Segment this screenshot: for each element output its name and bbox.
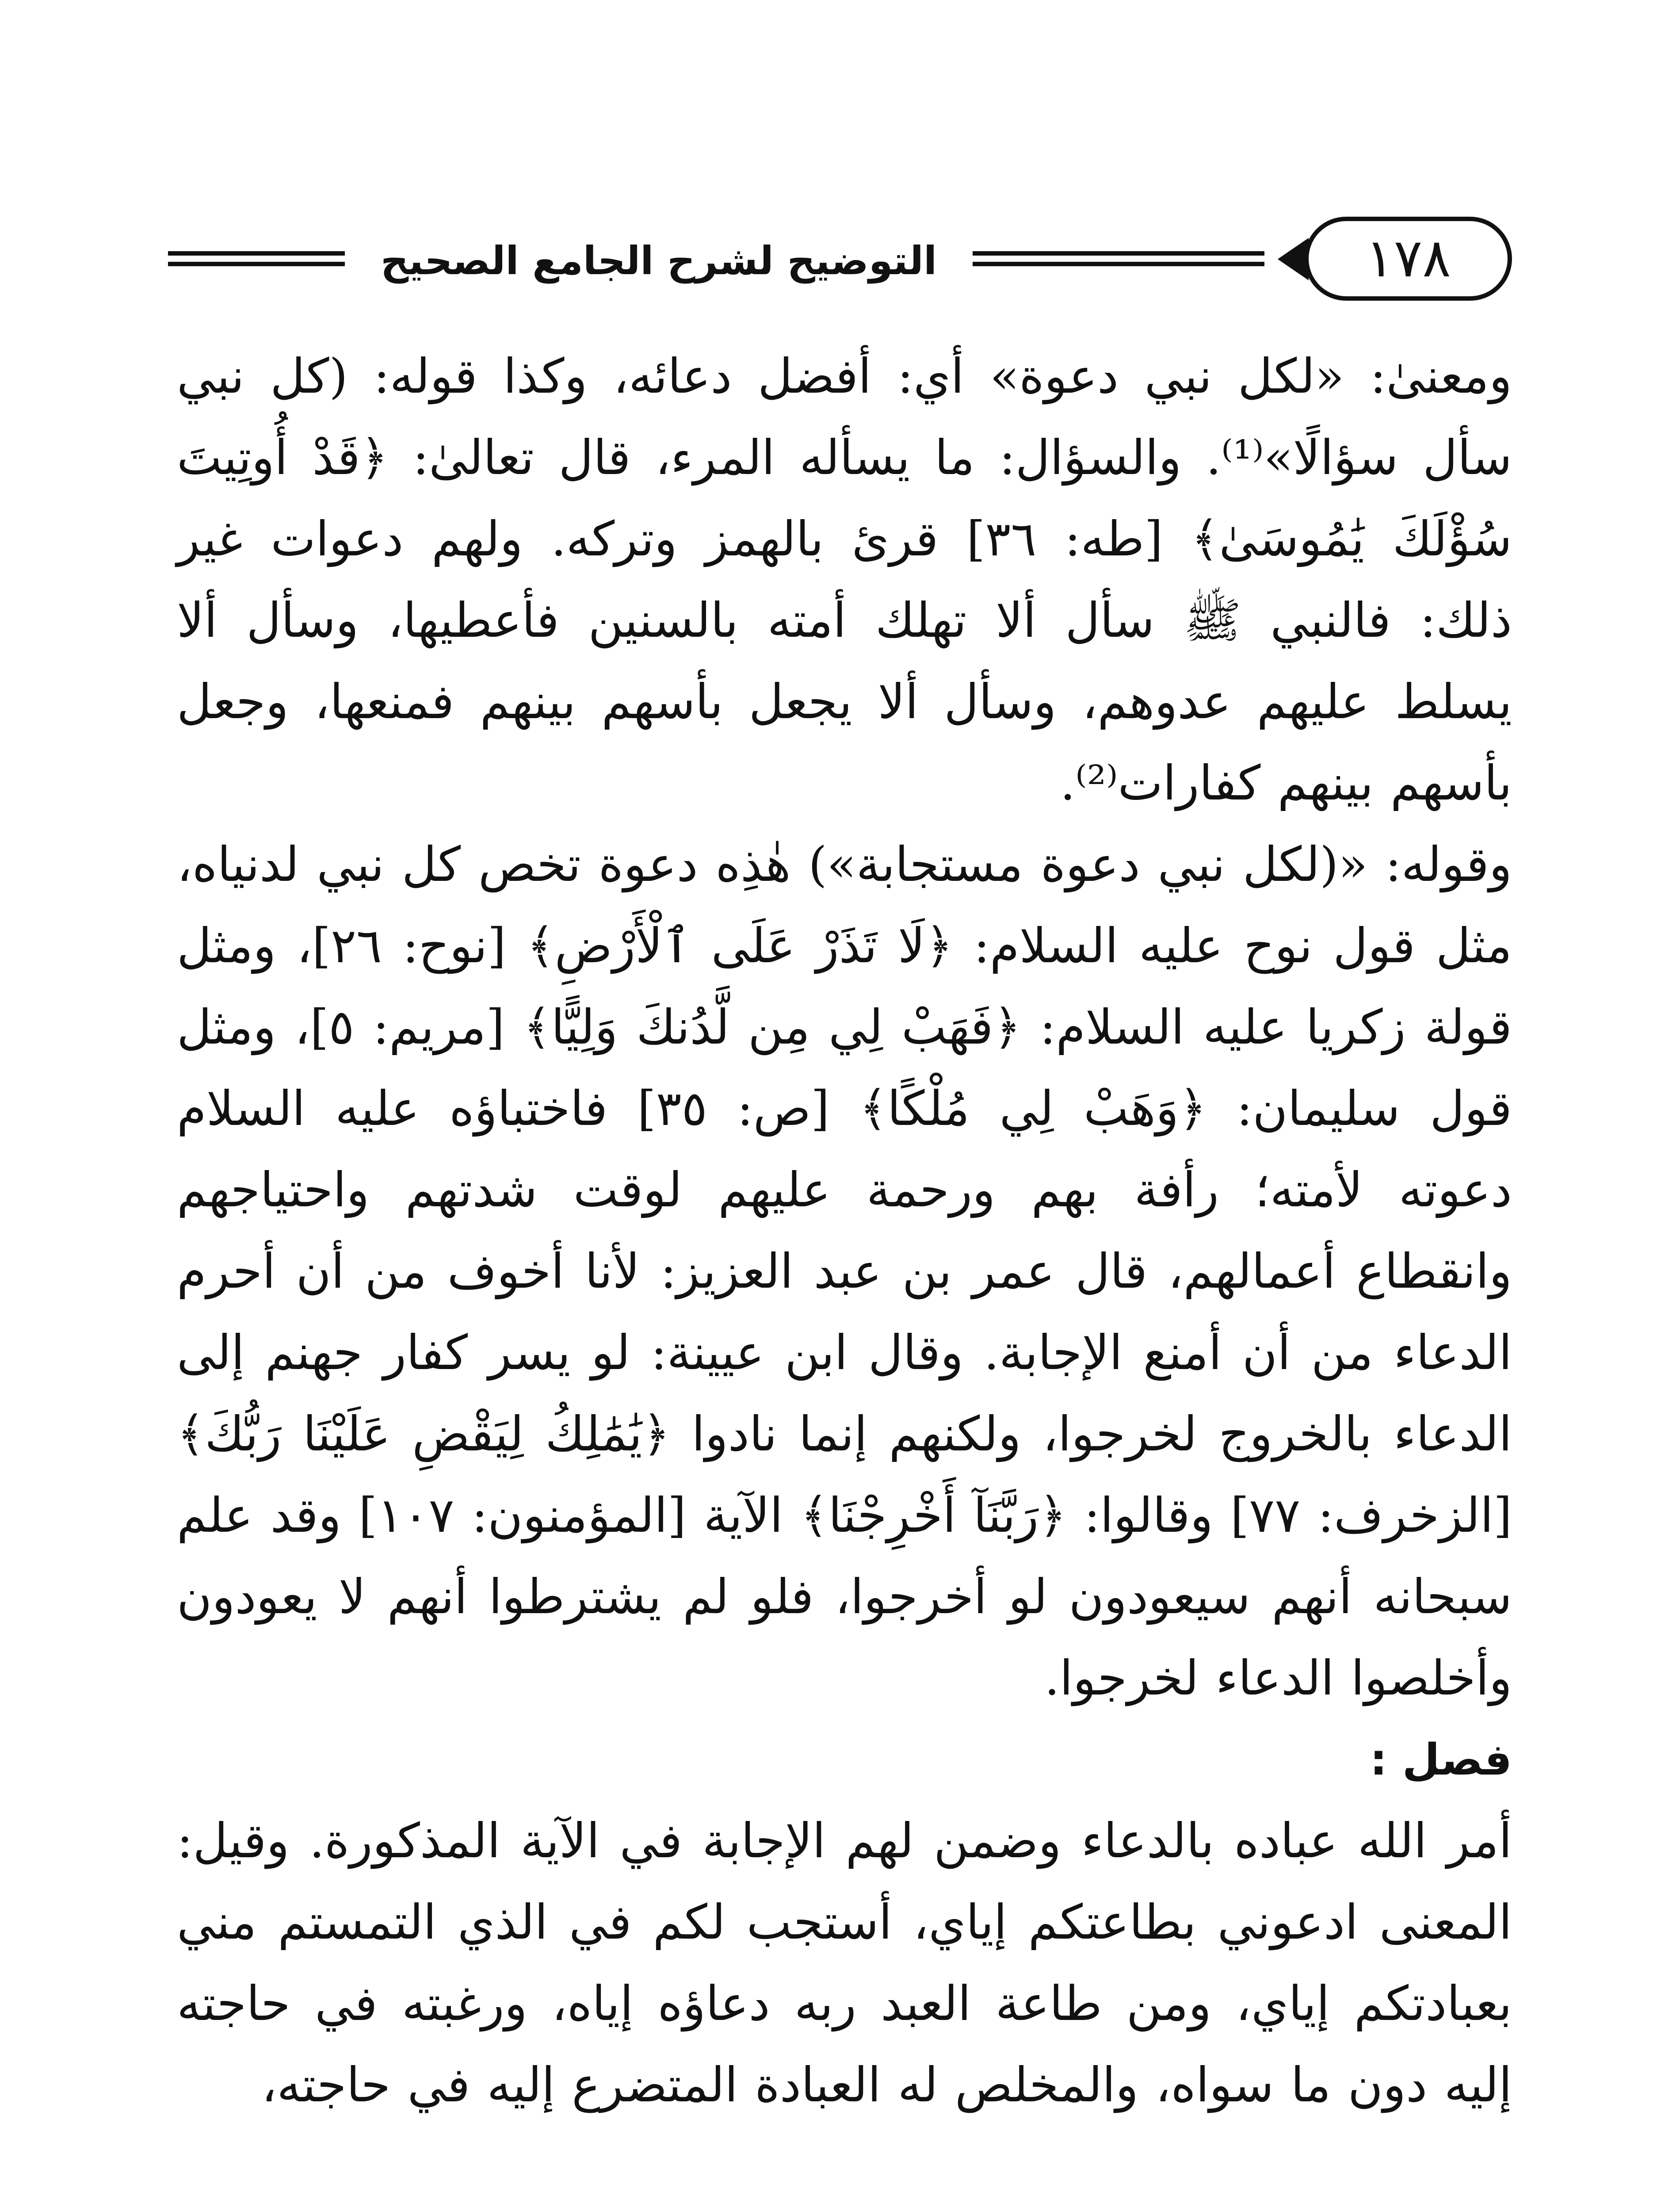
header-rule-right	[973, 251, 1264, 266]
paragraph-2: وقوله: «(لكل نبي دعوة مستجابة») هٰذِه دعوة تخص كل نبي لدنياه، مثل قول نوح عليه السلام: ﴿لَا تَذَرْ عَلَى ٱلْأَرْضِ﴾ [نوح: ٢٦]، ومثل قولة زكريا عليه السلام: ﴿فَهَبْ لِي مِن لَّدُنكَ وَلِيًّا﴾ [مريم: ٥]، ومثل قول سليمان: ﴿وَهَبْ لِي مُلْكًا﴾ [ص: ٣٥] فاختباؤه عليه السلام دعوته لأمته؛ رأفة بهم ورحمة عليهم لوقت شدتهم واحتياجهم وانقطاع أعمالهم، قال عمر بن عبد العزيز: لأنا أخوف من أن أحرم الدعاء من أن أمنع الإجابة. وقال ابن عيينة: لو يسر كفار جهنم إلى الدعاء بالخروج لخرجوا، ولكنهم إنما نادوا ﴿يَٰمَٰلِكُ لِيَقْضِ عَلَيْنَا رَبُّكَ﴾ [الزخرف: ٧٧] وقالوا: ﴿رَبَّنَآ أَخْرِجْنَا﴾ الآية [المؤمنون: ١٠٧] وقد علم سبحانه أنهم سيعودون لو أخرجوا، فلو لم يشترطوا أنهم لا يعودون وأخلصوا الدعاء لخرجوا.	[177, 837, 1512, 1706]
paragraph-1: ومعنىٰ: «لكل نبي دعوة» أي: أفضل دعائه، وكذا قوله: (كل نبي سأل سؤالًا»⁽¹⁾. والسؤال: ما يسأله المرء، قال تعالىٰ: ﴿قَدْ أُوتِيتَ سُؤْلَكَ يَٰمُوسَىٰ﴾ [طه: ٣٦] قرئ بالهمز وتركه. ولهم دعوات غير ذلك: فالنبي ﷺ سأل ألا تهلك أمته بالسنين فأعطيها، وسأل ألا يسلط عليهم عدوهم، وسأل ألا يجعل بأسهم بينهم فمنعها، وجعل بأسهم بينهم كفارات⁽²⁾.	[177, 349, 1512, 811]
page-number-badge	[1304, 217, 1512, 301]
running-header	[168, 208, 1512, 318]
main-text	[177, 336, 1512, 2126]
page-number: ١٧٨	[1365, 228, 1451, 289]
section-heading: فصل :	[1370, 1735, 1512, 1785]
header-rule-left	[168, 251, 345, 266]
book-title: التوضيح لشرح الجامع الصحيح	[380, 238, 937, 283]
section-paragraph: أمر الله عباده بالدعاء وضمن لهم الإجابة في الآية المذكورة. وقيل: المعنى ادعوني بطاعتكم إياي، أستجب لكم في الذي التمستم مني بعبادتكم إياي، ومن طاعة العبد ربه دعاؤه إياه، ورغبته في حاجته إليه دون ما سواه، والمخلص له العبادة المتضرع إليه في حاجته،	[177, 1813, 1512, 2113]
badge-arrow	[1278, 238, 1309, 280]
